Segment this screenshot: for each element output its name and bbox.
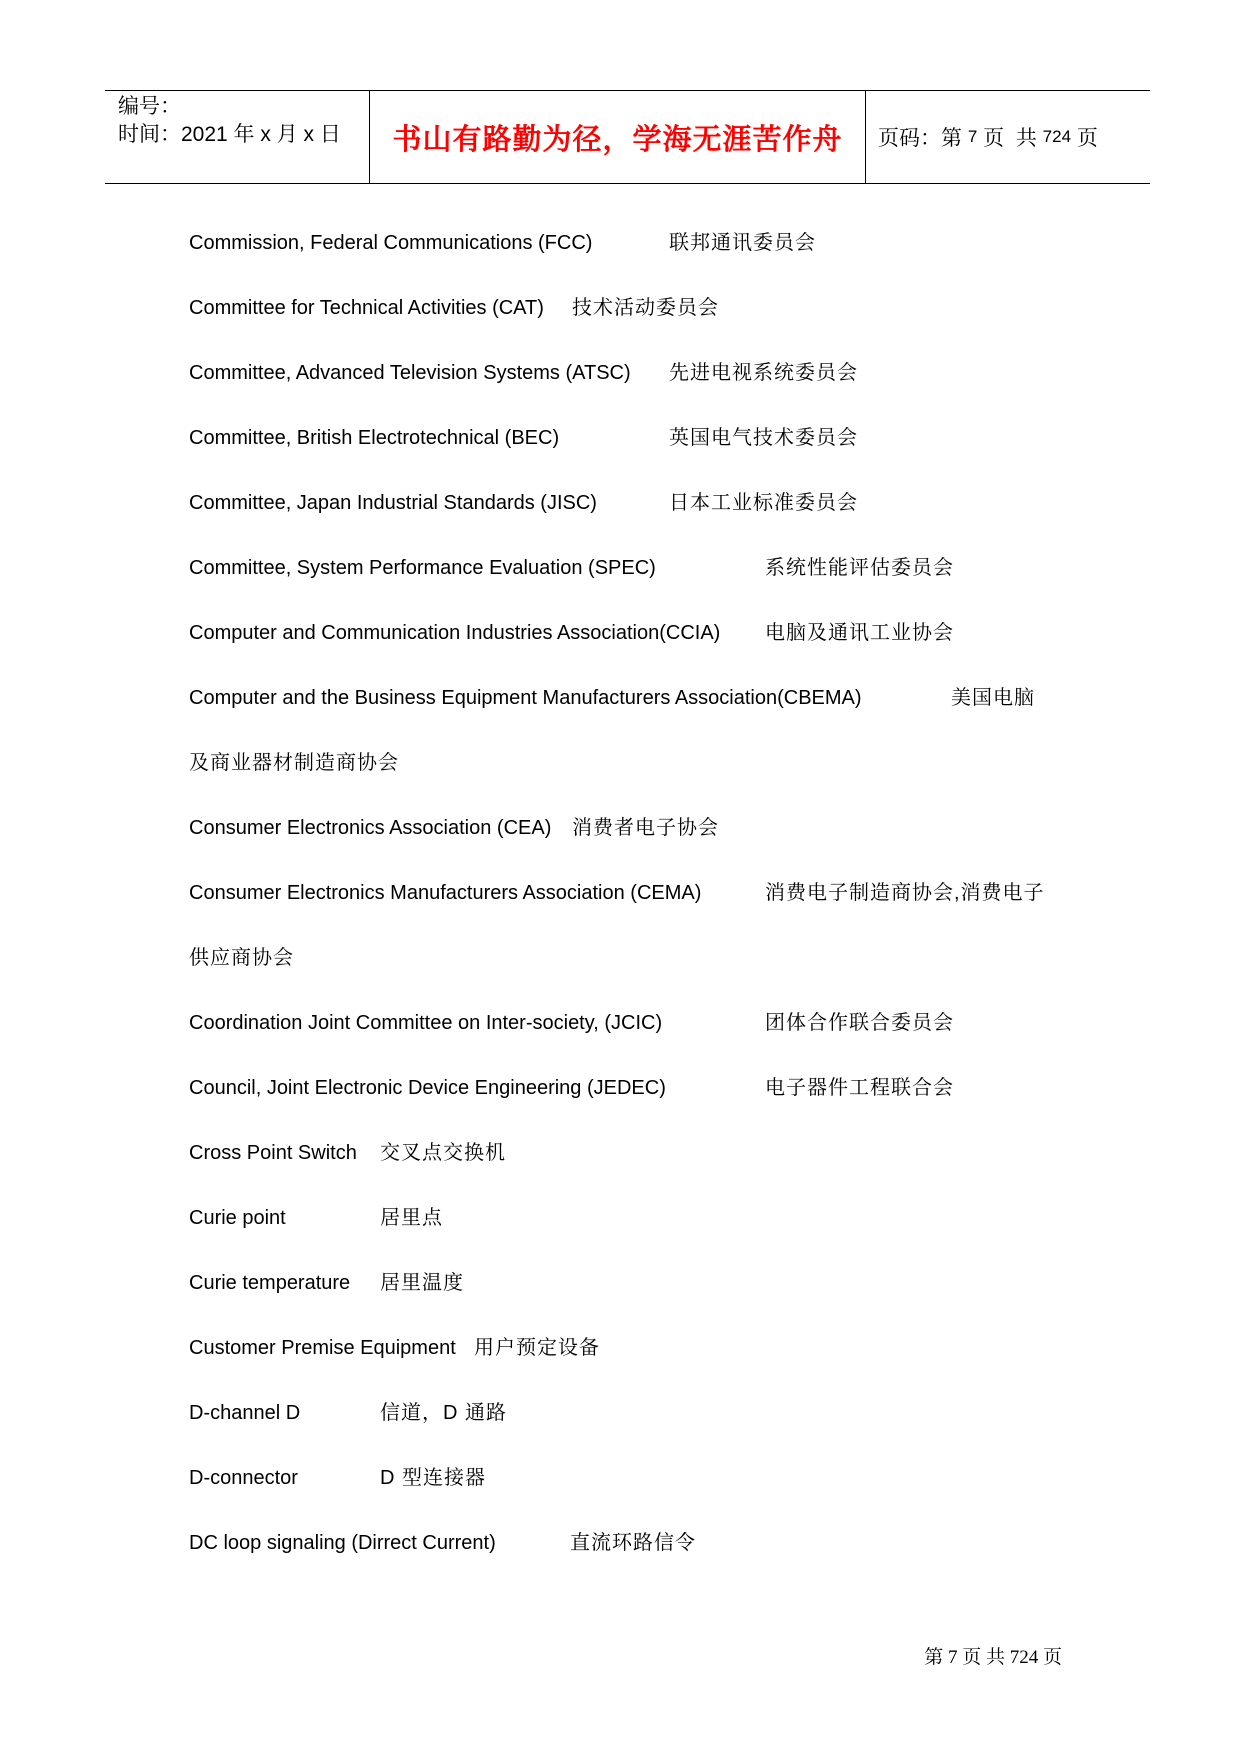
- entry-english: Cross Point Switch: [189, 1142, 357, 1164]
- entry-chinese: 联邦通讯委员会: [669, 232, 816, 254]
- entry-english: Committee, British Electrotechnical (BEC): [189, 427, 560, 449]
- entry-english: Customer Premise Equipment: [189, 1337, 456, 1359]
- entry-chinese: 交叉点交换机: [380, 1142, 506, 1164]
- entry-chinese: 消费者电子协会: [572, 817, 719, 839]
- entry-english: Committee for Technical Activities (CAT): [189, 297, 544, 319]
- entry-chinese: 居里点: [380, 1207, 443, 1229]
- entry-english: Council, Joint Electronic Device Engineering (JEDEC): [189, 1077, 666, 1099]
- entry-english: Curie point: [189, 1207, 286, 1229]
- entry-chinese: 信道，D 通路: [380, 1402, 507, 1424]
- entry-chinese: D 型连接器: [380, 1467, 486, 1489]
- page-header: [105, 90, 1150, 184]
- entry-chinese: 直流环路信令: [570, 1532, 696, 1554]
- entry-english: Commission, Federal Communications (FCC): [189, 232, 593, 254]
- number-label: 编号：: [118, 95, 181, 118]
- entry-chinese: 日本工业标准委员会: [669, 492, 858, 514]
- entry-english: Committee, System Performance Evaluation (SPEC): [189, 557, 656, 579]
- entry-chinese: 电子器件工程联合会: [765, 1077, 954, 1099]
- entry-english: D-connector: [189, 1467, 298, 1489]
- entry-english: Curie temperature: [189, 1272, 351, 1294]
- entry-chinese: 团体合作联合委员会: [765, 1012, 954, 1034]
- entry-chinese: 系统性能评估委员会: [765, 557, 954, 579]
- page-footer: 第 7 页 共 724 页: [924, 1647, 1062, 1668]
- entry-english: Consumer Electronics Manufacturers Association (CEMA): [189, 882, 702, 904]
- time-label: 时间：2021 年 x 月 x 日: [118, 123, 341, 146]
- entry-english: Computer and Communication Industries Association(CCIA): [189, 622, 721, 644]
- entry-english: Committee, Advanced Television Systems (ATSC): [189, 362, 631, 384]
- header-page-info: [866, 91, 1150, 183]
- entry-chinese: 技术活动委员会: [572, 297, 719, 319]
- header-motto: 书山有路勤为径，学海无涯苦作舟: [370, 91, 866, 183]
- page-total: 724: [1042, 127, 1072, 146]
- entry-english: D-channel D: [189, 1402, 301, 1424]
- entry-english: Committee, Japan Industrial Standards (JISC): [189, 492, 597, 514]
- header-meta: [105, 91, 370, 183]
- page-prefix: 页码：第: [878, 127, 968, 150]
- entry-chinese: 消费电子制造商协会,消费电子: [765, 882, 1045, 904]
- entry-chinese: 英国电气技术委员会: [669, 427, 858, 449]
- entry-english: Coordination Joint Committee on Inter-society, (JCIC): [189, 1012, 663, 1034]
- page-mid: 页 共: [977, 127, 1043, 150]
- entry-english: Consumer Electronics Association (CEA): [189, 817, 552, 839]
- page-suffix: 页: [1071, 127, 1098, 150]
- entry-chinese: 电脑及通讯工业协会: [765, 622, 954, 644]
- entry-english: DC loop signaling (Dirrect Current): [189, 1532, 496, 1554]
- entry-chinese: 及商业器材制造商协会: [189, 752, 399, 774]
- entry-chinese: 美国电脑: [951, 687, 1035, 709]
- entry-english: Computer and the Business Equipment Manufacturers Association(CBEMA): [189, 687, 862, 709]
- entry-chinese: 先进电视系统委员会: [669, 362, 858, 384]
- page-current: 7: [967, 127, 978, 146]
- entry-chinese: 居里温度: [380, 1272, 464, 1294]
- entry-chinese: 用户预定设备: [474, 1337, 600, 1359]
- entry-chinese: 供应商协会: [189, 947, 294, 969]
